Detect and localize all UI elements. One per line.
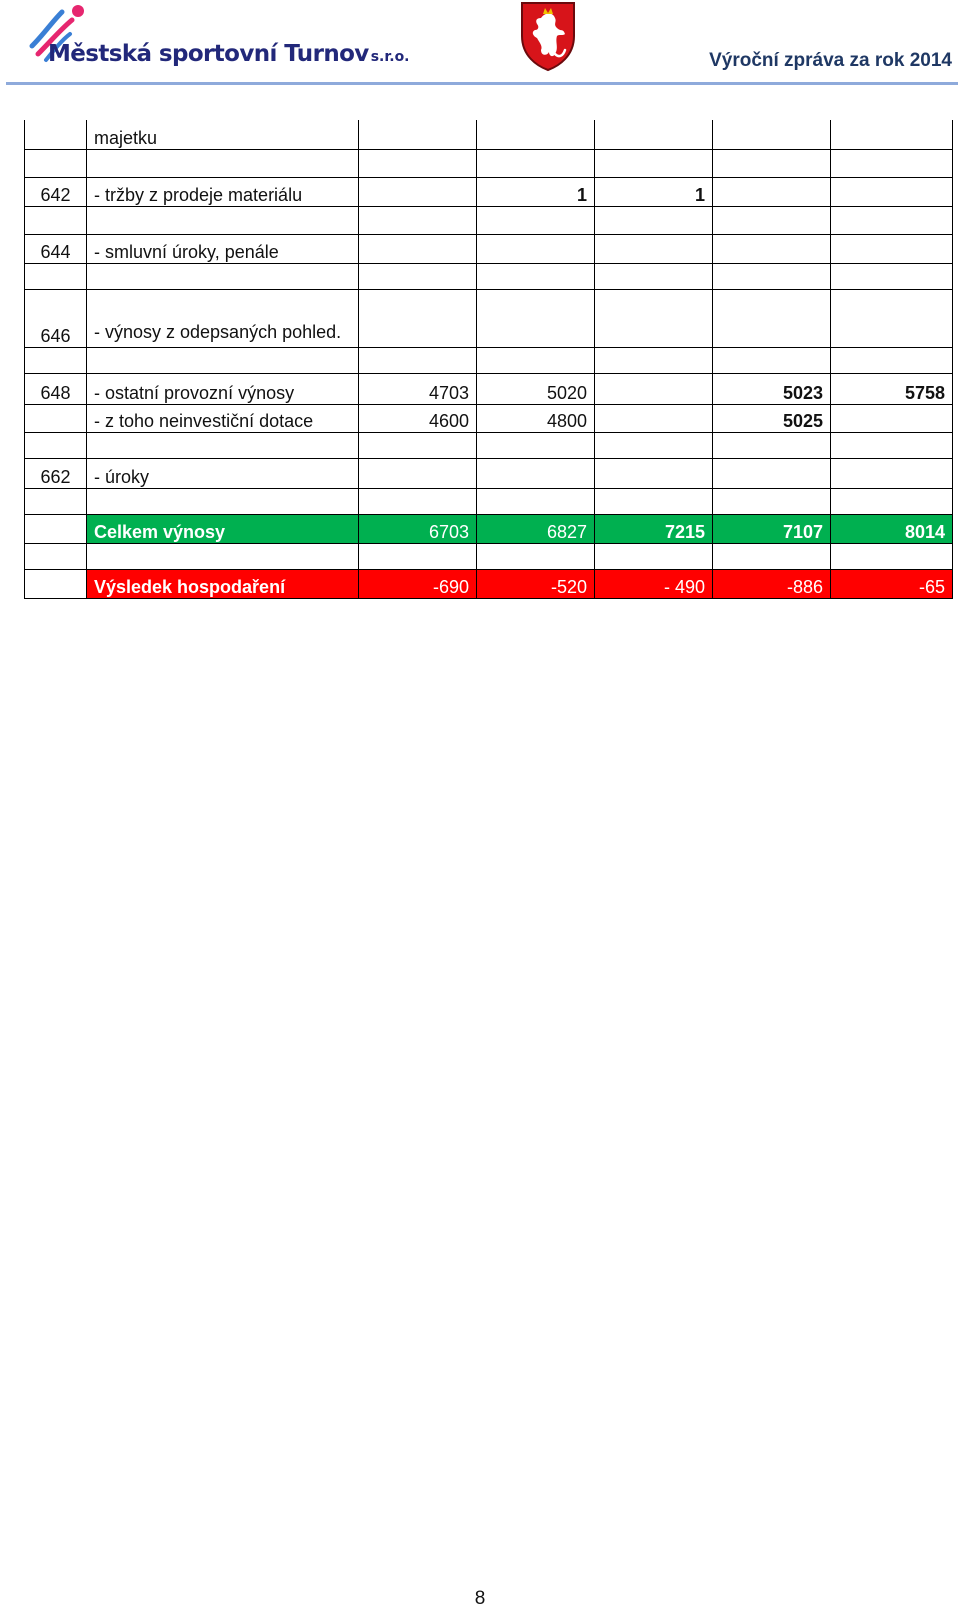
value-cell: 6827 <box>477 515 595 544</box>
logo-suffix: s.r.o. <box>370 49 410 65</box>
value-cell <box>831 207 953 235</box>
value-cell <box>713 290 831 348</box>
value-cell: - 490 <box>595 570 713 599</box>
row-description: - z toho neinvestiční dotace <box>87 405 359 433</box>
row-description: - smluvní úroky, penále <box>87 235 359 264</box>
value-cell <box>359 348 477 374</box>
row-description <box>87 544 359 570</box>
value-cell <box>477 433 595 459</box>
value-cell <box>359 459 477 489</box>
value-cell: 5758 <box>831 374 953 405</box>
table-row <box>25 459 953 489</box>
value-cell <box>359 264 477 290</box>
row-description: - výnosy z odepsaných pohled. <box>87 290 359 348</box>
value-cell: -690 <box>359 570 477 599</box>
value-cell: 5023 <box>713 374 831 405</box>
value-cell <box>713 120 831 150</box>
table-row <box>25 120 953 150</box>
coat-of-arms-icon <box>519 0 577 72</box>
account-code: 662 <box>25 459 87 489</box>
table-row <box>25 178 953 207</box>
value-cell <box>359 544 477 570</box>
value-cell <box>595 544 713 570</box>
account-code <box>25 570 87 599</box>
value-cell <box>477 290 595 348</box>
value-cell <box>831 150 953 178</box>
value-cell <box>831 348 953 374</box>
value-cell: -520 <box>477 570 595 599</box>
value-cell <box>359 120 477 150</box>
value-cell <box>595 264 713 290</box>
page-header <box>0 0 960 90</box>
table-row <box>25 433 953 459</box>
page-number: 8 <box>474 1588 486 1609</box>
value-cell: 1 <box>477 178 595 207</box>
value-cell <box>595 290 713 348</box>
account-code: 644 <box>25 235 87 264</box>
report-title: Výroční zpráva za rok 2014 <box>709 50 952 71</box>
value-cell: 5020 <box>477 374 595 405</box>
value-cell <box>595 150 713 178</box>
value-cell <box>595 235 713 264</box>
value-cell <box>477 150 595 178</box>
table-row <box>25 207 953 235</box>
account-code <box>25 207 87 235</box>
value-cell <box>713 489 831 515</box>
value-cell <box>831 235 953 264</box>
value-cell: 7107 <box>713 515 831 544</box>
table-row <box>25 374 953 405</box>
value-cell <box>359 290 477 348</box>
account-code <box>25 433 87 459</box>
value-cell <box>713 544 831 570</box>
row-description <box>87 264 359 290</box>
value-cell <box>713 264 831 290</box>
account-code <box>25 264 87 290</box>
table-row <box>25 489 953 515</box>
value-cell <box>713 178 831 207</box>
value-cell <box>713 459 831 489</box>
revenue-table <box>24 120 953 599</box>
account-code <box>25 489 87 515</box>
value-cell <box>477 489 595 515</box>
table-row <box>25 348 953 374</box>
account-code <box>25 348 87 374</box>
value-cell <box>595 207 713 235</box>
value-cell <box>477 459 595 489</box>
value-cell <box>713 433 831 459</box>
account-code: 642 <box>25 178 87 207</box>
value-cell <box>595 348 713 374</box>
value-cell <box>595 374 713 405</box>
value-cell: 7215 <box>595 515 713 544</box>
value-cell <box>359 433 477 459</box>
table-row <box>25 544 953 570</box>
value-cell: 4600 <box>359 405 477 433</box>
value-cell <box>713 150 831 178</box>
value-cell <box>713 207 831 235</box>
row-description <box>87 348 359 374</box>
value-cell <box>713 235 831 264</box>
value-cell <box>477 544 595 570</box>
value-cell <box>477 207 595 235</box>
value-cell <box>831 433 953 459</box>
account-code: 648 <box>25 374 87 405</box>
value-cell <box>359 178 477 207</box>
account-code <box>25 120 87 150</box>
value-cell <box>359 489 477 515</box>
value-cell <box>595 489 713 515</box>
value-cell <box>831 489 953 515</box>
value-cell <box>831 120 953 150</box>
account-code: 646 <box>25 290 87 348</box>
row-description: majetku <box>87 120 359 150</box>
value-cell <box>477 348 595 374</box>
table-row <box>25 405 953 433</box>
total-revenue-row <box>25 515 953 544</box>
table-row <box>25 290 953 348</box>
row-description <box>87 150 359 178</box>
value-cell <box>831 178 953 207</box>
value-cell: 5025 <box>713 405 831 433</box>
account-code <box>25 405 87 433</box>
value-cell <box>477 264 595 290</box>
value-cell <box>595 405 713 433</box>
value-cell <box>359 150 477 178</box>
value-cell: 6703 <box>359 515 477 544</box>
value-cell: 1 <box>595 178 713 207</box>
value-cell <box>595 459 713 489</box>
table-row <box>25 235 953 264</box>
account-code <box>25 515 87 544</box>
value-cell <box>831 405 953 433</box>
value-cell <box>477 235 595 264</box>
row-description: - ostatní provozní výnosy <box>87 374 359 405</box>
row-description: - tržby z prodeje materiálu <box>87 178 359 207</box>
row-description: Výsledek hospodaření <box>87 570 359 599</box>
value-cell <box>831 459 953 489</box>
value-cell: 4800 <box>477 405 595 433</box>
table-row <box>25 264 953 290</box>
value-cell <box>477 120 595 150</box>
row-description <box>87 489 359 515</box>
value-cell <box>831 290 953 348</box>
row-description: Celkem výnosy <box>87 515 359 544</box>
value-cell: -65 <box>831 570 953 599</box>
company-logo <box>24 4 424 74</box>
value-cell: -886 <box>713 570 831 599</box>
account-code <box>25 150 87 178</box>
value-cell: 8014 <box>831 515 953 544</box>
account-code <box>25 544 87 570</box>
table-row <box>25 150 953 178</box>
header-divider <box>6 82 958 85</box>
row-description <box>87 433 359 459</box>
value-cell <box>595 120 713 150</box>
value-cell <box>831 544 953 570</box>
value-cell: 4703 <box>359 374 477 405</box>
value-cell <box>359 235 477 264</box>
logo-name: Městská sportovní Turnov <box>48 41 369 67</box>
row-description: - úroky <box>87 459 359 489</box>
logo-text <box>48 41 410 67</box>
value-cell <box>831 264 953 290</box>
value-cell <box>713 348 831 374</box>
row-description <box>87 207 359 235</box>
value-cell <box>595 433 713 459</box>
result-row <box>25 570 953 599</box>
value-cell <box>359 207 477 235</box>
